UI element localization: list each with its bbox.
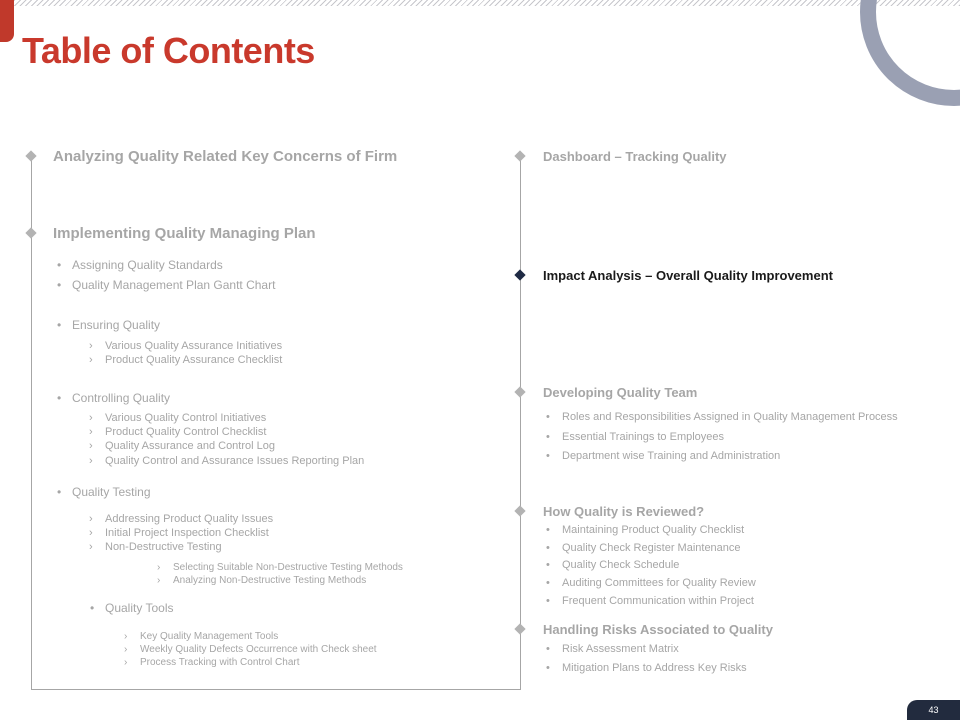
toc-item[interactable]: • Ensuring Quality <box>72 318 160 332</box>
toc-sub-item[interactable]: › Quality Control and Assurance Issues Reporting Plan <box>105 455 364 467</box>
toc-section-risks[interactable]: Handling Risks Associated to Quality <box>543 622 773 637</box>
toc-item[interactable]: • Mitigation Plans to Address Key Risks <box>562 662 747 674</box>
toc-item[interactable]: • Department wise Training and Administration <box>562 450 780 462</box>
toc-sub-item[interactable]: › Various Quality Control Initiatives <box>105 412 266 424</box>
toc-item[interactable]: • Quality Testing <box>72 485 151 499</box>
toc-item[interactable]: • Frequent Communication within Project <box>562 595 754 607</box>
toc-sub-sub-item[interactable]: › Analyzing Non-Destructive Testing Methods <box>173 575 366 586</box>
page-number-badge: 43 <box>907 700 960 720</box>
toc-sub-item[interactable]: › Initial Project Inspection Checklist <box>105 527 269 539</box>
toc-section-quality-review[interactable]: How Quality is Reviewed? <box>543 504 705 519</box>
toc-item[interactable]: • Quality Check Register Maintenance <box>562 542 741 554</box>
top-stripe-decoration <box>14 0 960 6</box>
toc-section-managing-plan[interactable]: Implementing Quality Managing Plan <box>53 225 316 242</box>
toc-sub-item[interactable]: › Various Quality Assurance Initiatives <box>105 340 282 352</box>
toc-section-impact-analysis[interactable]: Impact Analysis – Overall Quality Improvement <box>543 268 833 283</box>
toc-sub-item[interactable]: › Product Quality Control Checklist <box>105 426 266 438</box>
toc-item[interactable]: • Maintaining Product Quality Checklist <box>562 524 744 536</box>
toc-sub-sub-item[interactable]: › Process Tracking with Control Chart <box>140 657 300 668</box>
toc-item[interactable]: • Quality Check Schedule <box>562 559 679 571</box>
toc-sub-item[interactable]: › Non-Destructive Testing <box>105 541 222 553</box>
toc-sub-sub-item[interactable]: › Key Quality Management Tools <box>140 631 278 642</box>
toc-sub-item[interactable]: › Quality Assurance and Control Log <box>105 440 275 452</box>
toc-sub-item[interactable]: › Product Quality Assurance Checklist <box>105 354 282 366</box>
toc-item[interactable]: • Roles and Responsibilities Assigned in Quality Management Process <box>562 411 898 423</box>
toc-item[interactable]: • Risk Assessment Matrix <box>562 643 679 655</box>
toc-section-quality-team[interactable]: Developing Quality Team <box>543 385 698 400</box>
toc-item[interactable]: • Essential Trainings to Employees <box>562 431 724 443</box>
toc-item[interactable]: • Controlling Quality <box>72 391 170 405</box>
toc-sub-sub-item[interactable]: › Weekly Quality Defects Occurrence with Check sheet <box>140 644 377 655</box>
page-title: Table of Contents <box>22 30 315 71</box>
toc-item[interactable]: • Assigning Quality Standards <box>72 258 223 272</box>
toc-sub-sub-item[interactable]: › Selecting Suitable Non-Destructive Testing Methods <box>173 562 403 573</box>
toc-item[interactable]: • Quality Management Plan Gantt Chart <box>72 278 275 292</box>
toc-section-key-concerns[interactable]: Analyzing Quality Related Key Concerns of Firm <box>53 148 398 165</box>
toc-section-dashboard[interactable]: Dashboard – Tracking Quality <box>543 149 727 164</box>
toc-item[interactable]: • Auditing Committees for Quality Review <box>562 577 756 589</box>
toc-sub-item[interactable]: › Addressing Product Quality Issues <box>105 513 273 525</box>
red-tab-decoration <box>0 0 14 42</box>
ring-decoration <box>860 0 960 106</box>
toc-sub-item-quality-tools[interactable]: • Quality Tools <box>105 601 173 615</box>
